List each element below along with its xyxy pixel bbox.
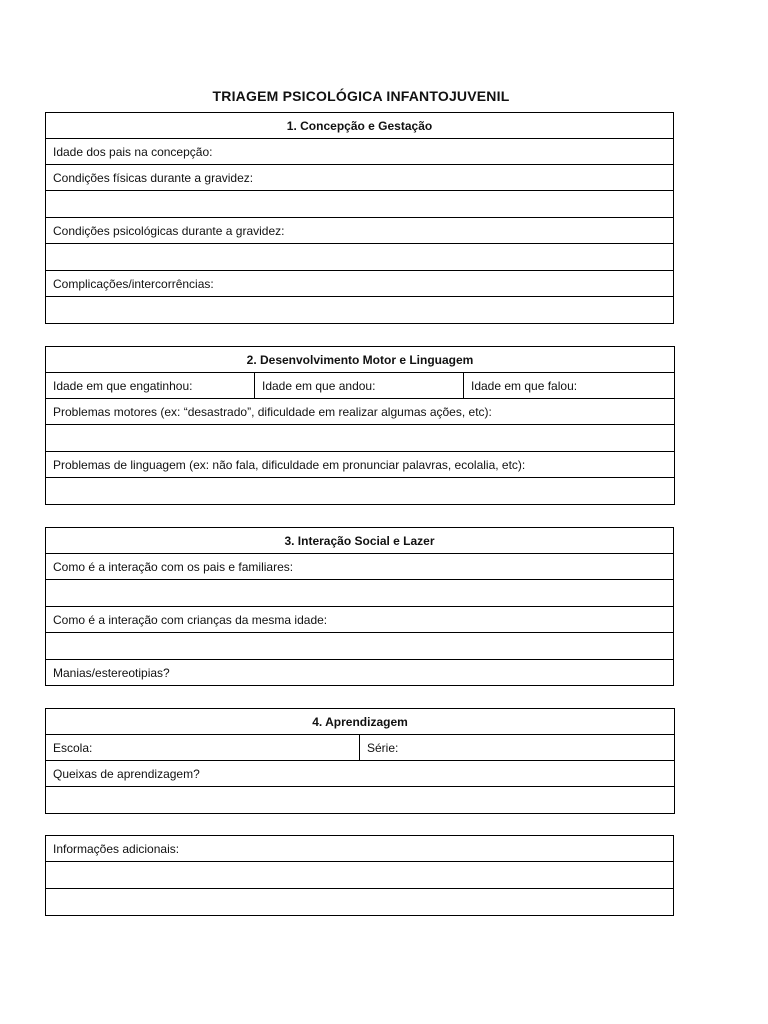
answer-field[interactable] [46, 889, 674, 916]
page-title: TRIAGEM PSICOLÓGICA INFANTOJUVENIL [212, 88, 510, 104]
field-label: Problemas motores (ex: “desastrado”, dificuldade em realizar algumas ações, etc): [46, 399, 675, 425]
answer-field[interactable] [46, 633, 674, 660]
section-learning-table [45, 708, 675, 814]
field-label: Como é a interação com crianças da mesma idade: [46, 607, 674, 633]
field-label: Série: [360, 735, 675, 761]
field-label: Complicações/intercorrências: [46, 271, 674, 297]
field-label: Idade em que andou: [255, 373, 464, 399]
section-development-table [45, 346, 675, 505]
section-conception-table [45, 112, 674, 324]
field-label: Problemas de linguagem (ex: não fala, dificuldade em pronunciar palavras, ecolalia, etc): [46, 452, 675, 478]
section-heading: 3. Interação Social e Lazer [46, 528, 674, 554]
answer-field[interactable] [46, 580, 674, 607]
field-label: Idade dos pais na concepção: [46, 139, 674, 165]
answer-field[interactable] [46, 244, 674, 271]
section-heading: 1. Concepção e Gestação [46, 113, 674, 139]
field-label: Informações adicionais: [46, 836, 674, 862]
answer-field[interactable] [46, 297, 674, 324]
field-label: Idade em que falou: [464, 373, 675, 399]
field-label: Idade em que engatinhou: [46, 373, 255, 399]
field-label: Condições psicológicas durante a gravidez: [46, 218, 674, 244]
answer-field[interactable] [46, 787, 675, 814]
answer-field[interactable] [46, 478, 675, 505]
section-heading: 2. Desenvolvimento Motor e Linguagem [46, 347, 675, 373]
field-label: Como é a interação com os pais e familiares: [46, 554, 674, 580]
section-heading: 4. Aprendizagem [46, 709, 675, 735]
answer-field[interactable] [46, 862, 674, 889]
field-label: Manias/estereotipias? [46, 660, 674, 686]
section-additional-table [45, 835, 674, 916]
answer-field[interactable] [46, 191, 674, 218]
field-label: Condições físicas durante a gravidez: [46, 165, 674, 191]
field-label: Queixas de aprendizagem? [46, 761, 675, 787]
answer-field[interactable] [46, 425, 675, 452]
field-label: Escola: [46, 735, 360, 761]
section-social-table [45, 527, 674, 686]
